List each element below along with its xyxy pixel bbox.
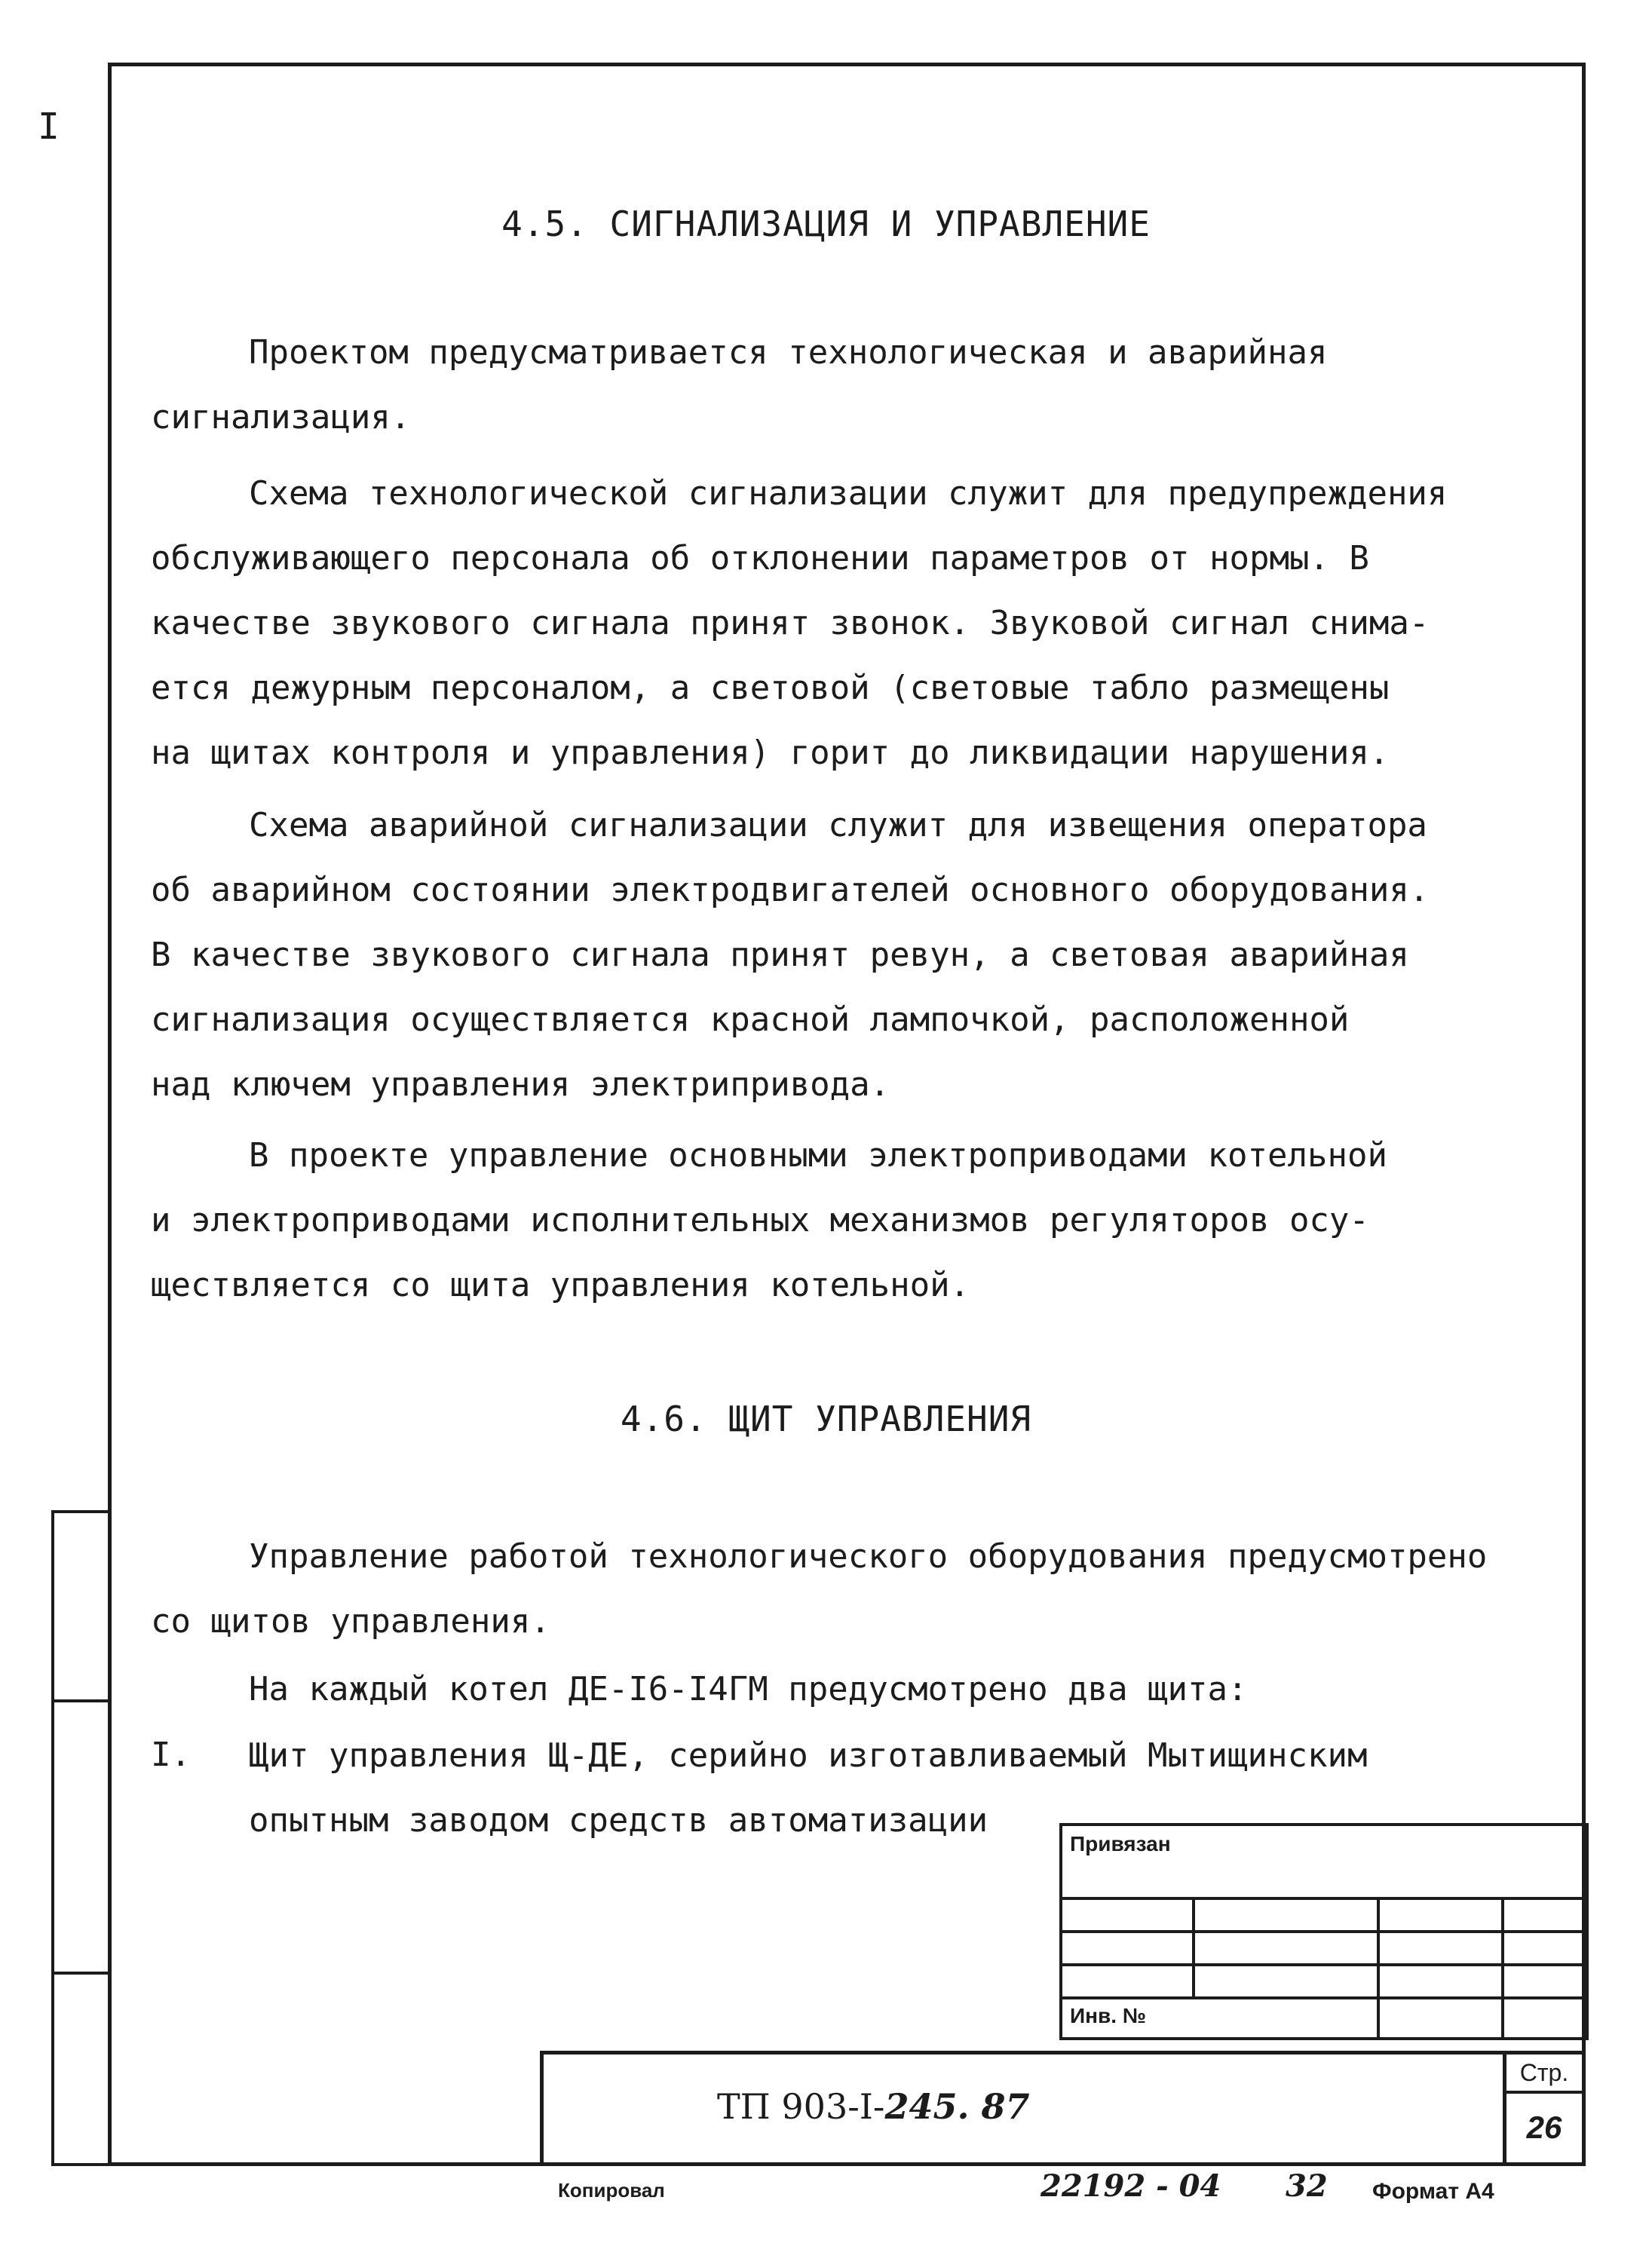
approval-stamp-table [1059, 1823, 1589, 2040]
section-heading-4-6: 4.6. ЩИТ УПРАВЛЕНИЯ [620, 1399, 1032, 1439]
stamp-cell [1378, 1932, 1503, 1965]
stamp-cell [1194, 1932, 1378, 1965]
document-code-handwritten: 245. 87 [884, 2086, 1030, 2127]
paragraph-text: В проекте управление основными электроприводами котельной и электроприводами исполнительных механизмов регуляторов осу- ществляется со щита управления котельной. [151, 1136, 1387, 1304]
paragraph [151, 1657, 1568, 1722]
page-number: 26 [1526, 2110, 1562, 2145]
paragraph-text: Проектом предусматривается технологическая и аварийная сигнализация. [151, 333, 1328, 437]
margin-box-middle [51, 1699, 110, 1975]
corner-mark: I [38, 106, 60, 148]
paragraph-text: Управление работой технологического оборудования предусмотрено со щитов управления. [151, 1537, 1488, 1641]
stamp-attached-cell [1061, 1825, 1587, 1898]
footer-format-label: Формат А4 [1372, 2179, 1494, 2204]
page-label: Стр. [1506, 2054, 1582, 2094]
margin-box-lower [51, 1972, 110, 2166]
document-code [717, 2086, 1030, 2127]
page-number-cell [1503, 2054, 1582, 2166]
title-block [540, 2051, 1586, 2166]
margin-box-upper [51, 1510, 110, 1702]
stamp-cell [1503, 1898, 1587, 1932]
stamp-cell [1378, 1965, 1503, 1998]
footer-copied-label: Копировал [558, 2179, 665, 2202]
paragraph-text: Схема технологической сигнализации служит для предупреждения обслуживающего персонала об отклонении параметров от нормы. В качестве звукового сигнала принят звонок. Звуковой сигнал снима- ется дежурным персоналом, а световой (световые табло размещены на щитах контроля и управления) горит до ликвидации нарушения. [151, 474, 1448, 772]
paragraph [151, 1123, 1568, 1318]
stamp-cell [1503, 1965, 1587, 1998]
stamp-cell [1378, 1998, 1503, 2039]
list-item-number: I. [151, 1736, 191, 1774]
paragraph [151, 320, 1568, 450]
footer-handwritten-sheet: 32 [1286, 2168, 1328, 2204]
section-heading-4-5: 4.5. СИГНАЛИЗАЦИЯ И УПРАВЛЕНИЕ [501, 204, 1151, 244]
list-item-text: Щит управления Щ-ДЕ, серийно изготавливаемый Мытищинским опытным заводом средств автоматизации [249, 1736, 1368, 1840]
paragraph [151, 793, 1568, 1117]
stamp-cell [1194, 1965, 1378, 1998]
paragraph-text: На каждый котел ДЕ-I6-I4ГМ предусмотрено два щита: [249, 1670, 1248, 1708]
paragraph [151, 1524, 1568, 1654]
stamp-cell [1061, 1898, 1194, 1932]
paragraph-text: Схема аварийной сигнализации служит для извещения оператора об аварийном состоянии электродвигателей основного оборудования. В качестве звукового сигнала принят ревун, а световая аварийная сигнализация осуществляется красной лампочкой, расположенной над ключем управления электрипривода. [151, 806, 1430, 1104]
stamp-cell [1503, 1932, 1587, 1965]
stamp-cell [1378, 1898, 1503, 1932]
stamp-cell [1061, 1932, 1194, 1965]
paragraph [151, 461, 1568, 786]
stamp-cell [1061, 1965, 1194, 1998]
stamp-attached-label: Привязан [1070, 1832, 1171, 1855]
document-code-printed: ТП 903-I- [717, 2086, 885, 2127]
stamp-cell [1194, 1898, 1378, 1932]
stamp-inv-label: Инв. № [1070, 2004, 1147, 2027]
stamp-inv-cell [1061, 1998, 1378, 2039]
footer-handwritten-number: 22192 - 04 [1041, 2168, 1221, 2204]
stamp-cell [1503, 1998, 1587, 2039]
